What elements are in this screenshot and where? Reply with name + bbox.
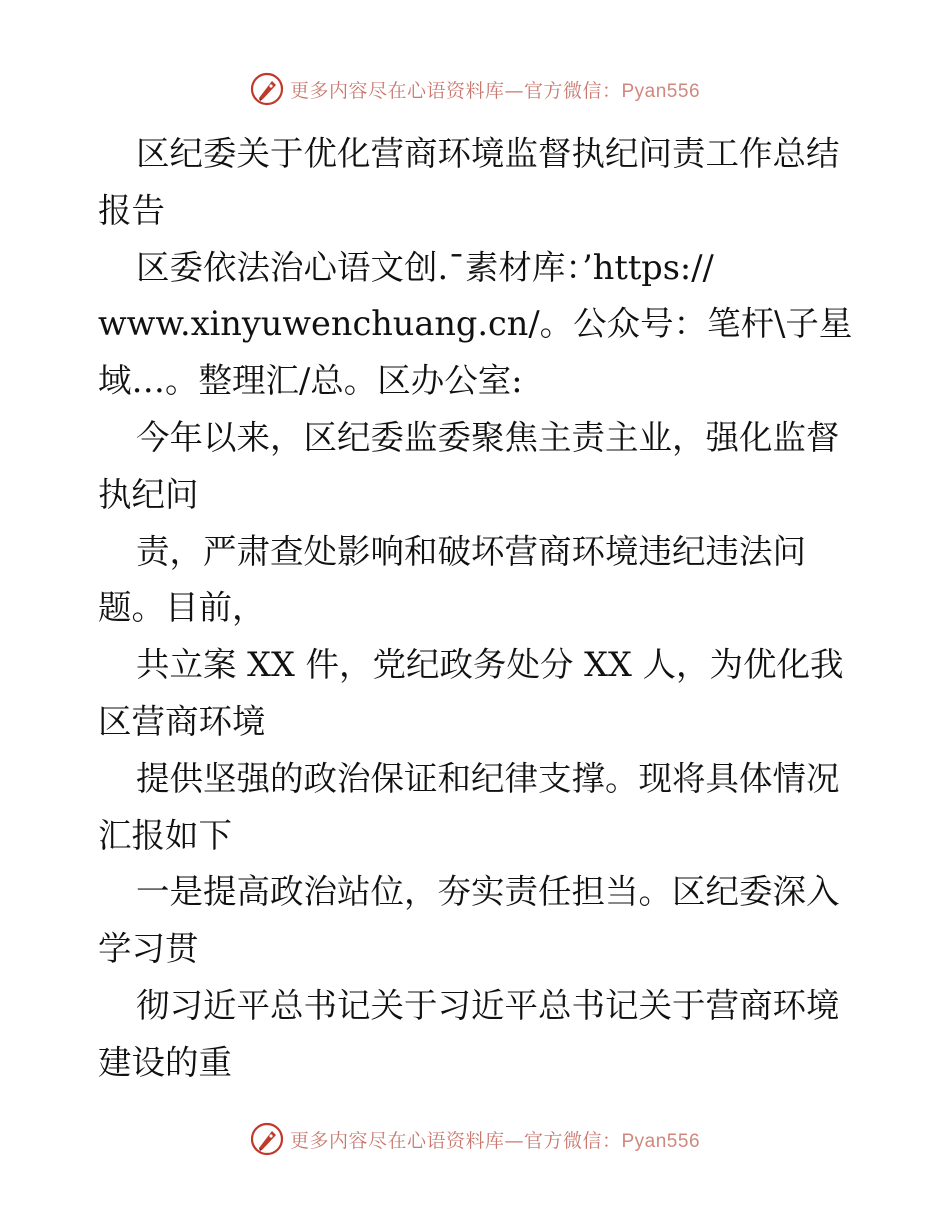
doc-line: 今年以来，区纪委监委聚焦主责主业，强化监督 [136,417,840,457]
document-body [98,126,858,1092]
watermark-cn: 更多内容尽在心语资料库—官方微信： [289,79,622,102]
doc-line: 共立案 XX 件，党纪政务处分 XX 人，为优化我 [136,645,844,685]
doc-line: 题。目前， [98,588,266,628]
doc-line: 建设的重 [98,1042,232,1082]
doc-line: 域…。整理汇/总。区办公室: [98,361,523,401]
doc-line: 执纪问 [98,474,199,514]
header-watermark [0,72,950,106]
doc-line: 报告 [98,190,165,230]
footer-watermark [0,1122,950,1156]
watermark-wechat-id: Pyan556 [621,1130,701,1152]
watermark-text [290,1126,700,1153]
doc-line: 区委依法治心语文创.¯素材库：’https:// [136,247,714,287]
doc-line: 彻习近平总书记关于习近平总书记关于营商环境 [136,985,840,1025]
doc-line: www.xinyuwenchuang.cn/。公众号：笔杆\子星 [98,304,853,344]
watermark-wechat-id: Pyan556 [621,80,701,102]
doc-line: 提供坚强的政治保证和纪律支撑。现将具体情况 [136,758,840,798]
doc-line: 学习贯 [98,929,199,969]
doc-line: 汇报如下 [98,815,232,855]
doc-line: 一是提高政治站位，夯实责任担当。区纪委深入 [136,872,840,912]
doc-line: 区营商环境 [98,701,266,741]
pen-nib-logo-icon [250,1122,284,1156]
doc-line: 责，严肃查处影响和破坏营商环境违纪违法问 [136,531,806,571]
watermark-text [290,76,700,103]
doc-line: 区纪委关于优化营商环境监督执纪问责工作总结 [136,134,840,173]
watermark-cn: 更多内容尽在心语资料库—官方微信： [289,1129,622,1152]
pen-nib-logo-icon [250,72,284,106]
